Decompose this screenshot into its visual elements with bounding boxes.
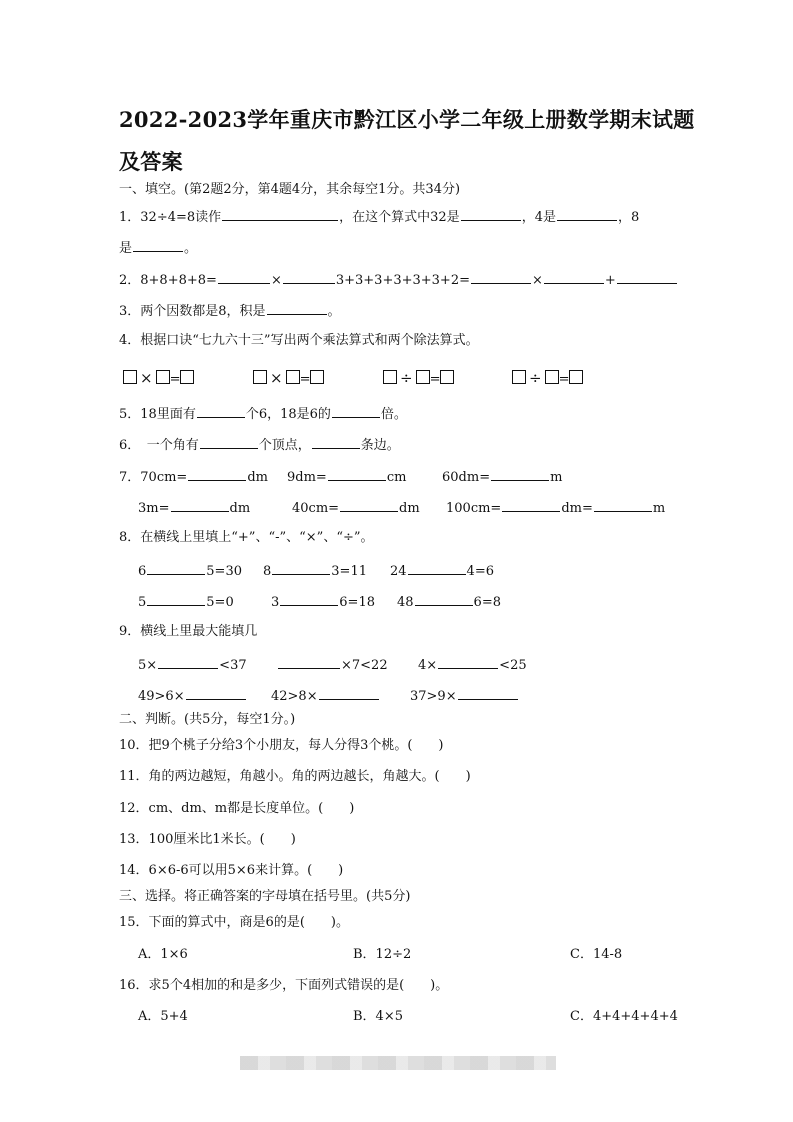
answer-blank[interactable] [617, 270, 677, 284]
q8-number: 5=30 [206, 564, 242, 579]
q9-item [410, 686, 519, 706]
question-1 [119, 207, 639, 227]
q8-item [138, 592, 234, 612]
answer-box[interactable] [440, 370, 454, 384]
q1-text-c: ，4是 [521, 210, 556, 225]
q1-text-f: 。 [184, 241, 198, 256]
question-16: 16．求5个4相加的和是多少，下面列式错误的是( )。 [119, 978, 449, 993]
q8-number: 3=11 [331, 564, 367, 579]
answer-blank[interactable] [188, 467, 246, 481]
q6-text-a: 6． 一个角有 [119, 438, 199, 453]
answer-box[interactable] [383, 370, 397, 384]
q8-number: 3 [271, 595, 280, 610]
answer-box[interactable] [545, 370, 559, 384]
q8-number: 48 [397, 595, 414, 610]
q8-number: 6 [138, 564, 147, 579]
equals-symbol: = [558, 372, 570, 387]
answer-box[interactable] [156, 370, 170, 384]
question-12: 12．cm、dm、m都是长度单位。( ) [119, 801, 355, 816]
q9-text: <37 [219, 658, 247, 673]
answer-blank[interactable] [186, 686, 246, 700]
equals-symbol: = [169, 372, 181, 387]
q7-unit: dm= [561, 501, 593, 516]
q2-text-a: 2．8+8+8+8= [119, 273, 217, 288]
q8-item [271, 592, 375, 612]
answer-blank[interactable] [278, 655, 340, 669]
answer-blank[interactable] [171, 498, 229, 512]
q7-item [292, 498, 420, 518]
q9-item [277, 655, 388, 675]
question-14: 14．6×6-6可以用5×6来计算。( ) [119, 863, 344, 878]
section-3-heading: 三、选择。将正确答案的字母填在括号里。(共5分) [119, 889, 411, 904]
q7-item [138, 498, 250, 518]
answer-blank[interactable] [340, 498, 398, 512]
q1-text-b: ，在这个算式中32是 [339, 210, 460, 225]
q4-multiplication-2 [253, 369, 324, 389]
question-4: 4．根据口诀“七九六十三”写出两个乘法算式和两个除法算式。 [119, 333, 479, 348]
q9-text: 49>6× [138, 689, 185, 704]
divide-symbol: ÷ [529, 369, 542, 387]
answer-blank[interactable] [544, 270, 604, 284]
q7-unit: dm [247, 470, 268, 485]
answer-blank[interactable] [147, 592, 205, 606]
q6-text-b: 个顶点， [258, 438, 311, 453]
answer-box[interactable] [569, 370, 583, 384]
q8-number: 5 [138, 595, 147, 610]
page-title-line-1: 2022-2023学年重庆市黔江区小学二年级上册数学期末试题 [119, 107, 695, 132]
answer-blank[interactable] [471, 270, 531, 284]
page-title-line-2: 及答案 [119, 149, 183, 174]
answer-blank[interactable] [461, 207, 521, 221]
answer-box[interactable] [286, 370, 300, 384]
q8-number: 6=8 [473, 595, 501, 610]
q2-text-c: 3+3+3+3+3+3+2= [335, 273, 470, 288]
q8-number: 8 [263, 564, 272, 579]
q15-option-c[interactable]: C．14-8 [570, 947, 623, 962]
q9-item [271, 686, 380, 706]
q3-text-b: 。 [327, 304, 341, 319]
q15-option-b[interactable]: B．12÷2 [353, 947, 412, 962]
q7-text: 60dm= [442, 470, 491, 485]
answer-box[interactable] [416, 370, 430, 384]
q9-text: ×7<22 [341, 658, 388, 673]
answer-blank[interactable] [200, 435, 258, 449]
answer-blank[interactable] [408, 561, 466, 575]
answer-blank[interactable] [267, 301, 327, 315]
q5-text-a: 5．18里面有 [119, 407, 196, 422]
q7-item [442, 467, 562, 487]
q8-number: 6=18 [339, 595, 375, 610]
q7-unit: dm [229, 501, 251, 516]
question-2 [119, 270, 678, 290]
q8-item [263, 561, 367, 581]
q9-text: 42>8× [271, 689, 318, 704]
q3-text-a: 3．两个因数都是8，积是 [119, 304, 266, 319]
q2-times: × [532, 273, 543, 288]
q16-option-a[interactable]: A．5+4 [138, 1009, 188, 1024]
answer-blank[interactable] [218, 270, 270, 284]
answer-blank[interactable] [415, 592, 473, 606]
question-3 [119, 301, 341, 321]
question-6 [119, 435, 400, 455]
q5-text-b: 个6，18是6的 [245, 407, 331, 422]
question-9: 9．横线上里最大能填几 [119, 624, 258, 639]
answer-blank[interactable] [502, 498, 560, 512]
q7-unit: m [652, 501, 666, 516]
blurred-footer-watermark [240, 1056, 556, 1070]
times-symbol: × [140, 369, 153, 387]
answer-blank[interactable] [557, 207, 617, 221]
q7-unit: m [550, 470, 563, 485]
q1-text-a: 1．32÷4=8读作 [119, 210, 222, 225]
q2-times: × [270, 273, 282, 288]
question-10: 10．把9个桃子分给3个小朋友，每人分得3个桃。( ) [119, 738, 444, 753]
answer-box[interactable] [512, 370, 526, 384]
answer-blank[interactable] [438, 655, 498, 669]
section-1-heading: 一、填空。(第2题2分，第4题4分，其余每空1分。共34分) [119, 182, 461, 197]
q8-number: 24 [390, 564, 407, 579]
divide-symbol: ÷ [400, 369, 413, 387]
question-5 [119, 404, 407, 424]
question-8: 8．在横线上里填上“+”、“-”、“×”、“÷”。 [119, 530, 374, 545]
section-2-heading: 二、判断。(共5分，每空1分。) [119, 712, 296, 727]
answer-blank[interactable] [332, 404, 380, 418]
q9-text: 5× [138, 658, 158, 673]
q7-text: 9dm= [287, 470, 327, 485]
answer-blank[interactable] [312, 435, 360, 449]
answer-blank[interactable] [458, 686, 518, 700]
answer-blank[interactable] [272, 561, 330, 575]
question-15: 15．下面的算式中，商是6的是( )。 [119, 915, 349, 930]
q9-item [138, 655, 247, 675]
question-11: 11．角的两边越短，角越小。角的两边越长，角越大。( ) [119, 769, 471, 784]
q8-number: 4=6 [466, 564, 494, 579]
q9-text: 37>9× [410, 689, 457, 704]
answer-blank[interactable] [158, 655, 218, 669]
q1-text-d: ，8 [617, 210, 640, 225]
answer-box[interactable] [310, 370, 324, 384]
times-symbol: × [270, 369, 283, 387]
answer-blank[interactable] [133, 238, 183, 252]
answer-blank[interactable] [283, 270, 335, 284]
q15-option-a[interactable]: A．1×6 [138, 947, 188, 962]
q4-multiplication-1 [123, 369, 194, 389]
q8-number: 5=0 [206, 595, 234, 610]
answer-blank[interactable] [319, 686, 379, 700]
answer-blank[interactable] [491, 467, 549, 481]
answer-blank[interactable] [222, 207, 338, 221]
q7-unit: dm [399, 501, 420, 516]
answer-box[interactable] [180, 370, 194, 384]
q4-division-2 [512, 369, 583, 389]
question-1-continued [119, 238, 197, 258]
equals-symbol: = [299, 372, 311, 387]
q8-item [397, 592, 501, 612]
q7-text: 3m= [138, 501, 170, 516]
q7-text: 7．70cm= [119, 470, 188, 485]
equals-symbol: = [429, 372, 441, 387]
q8-item [390, 561, 494, 581]
q4-division-1 [383, 369, 454, 389]
q7-item [287, 467, 406, 487]
answer-box[interactable] [253, 370, 267, 384]
question-7 [119, 467, 268, 487]
q9-item [418, 655, 527, 675]
q2-plus: + [604, 273, 616, 288]
q7-text: 100cm= [446, 501, 502, 516]
answer-blank[interactable] [197, 404, 245, 418]
q9-item [138, 686, 247, 706]
q9-text: <25 [499, 658, 527, 673]
answer-blank[interactable] [328, 467, 386, 481]
answer-blank[interactable] [594, 498, 652, 512]
question-13: 13．100厘米比1米长。( ) [119, 832, 296, 847]
answer-box[interactable] [123, 370, 137, 384]
q16-option-c[interactable]: C．4+4+4+4+4 [570, 1009, 678, 1024]
q6-text-c: 条边。 [360, 438, 400, 453]
answer-blank[interactable] [280, 592, 338, 606]
q8-item [138, 561, 242, 581]
q16-option-b[interactable]: B．4×5 [353, 1009, 403, 1024]
q7-text: 40cm= [292, 501, 340, 516]
q9-text: 4× [418, 658, 438, 673]
q5-text-c: 倍。 [380, 407, 407, 422]
q7-item [446, 498, 665, 518]
q1-text-e: 是 [119, 241, 133, 256]
q7-unit: cm [386, 470, 407, 485]
answer-blank[interactable] [147, 561, 205, 575]
